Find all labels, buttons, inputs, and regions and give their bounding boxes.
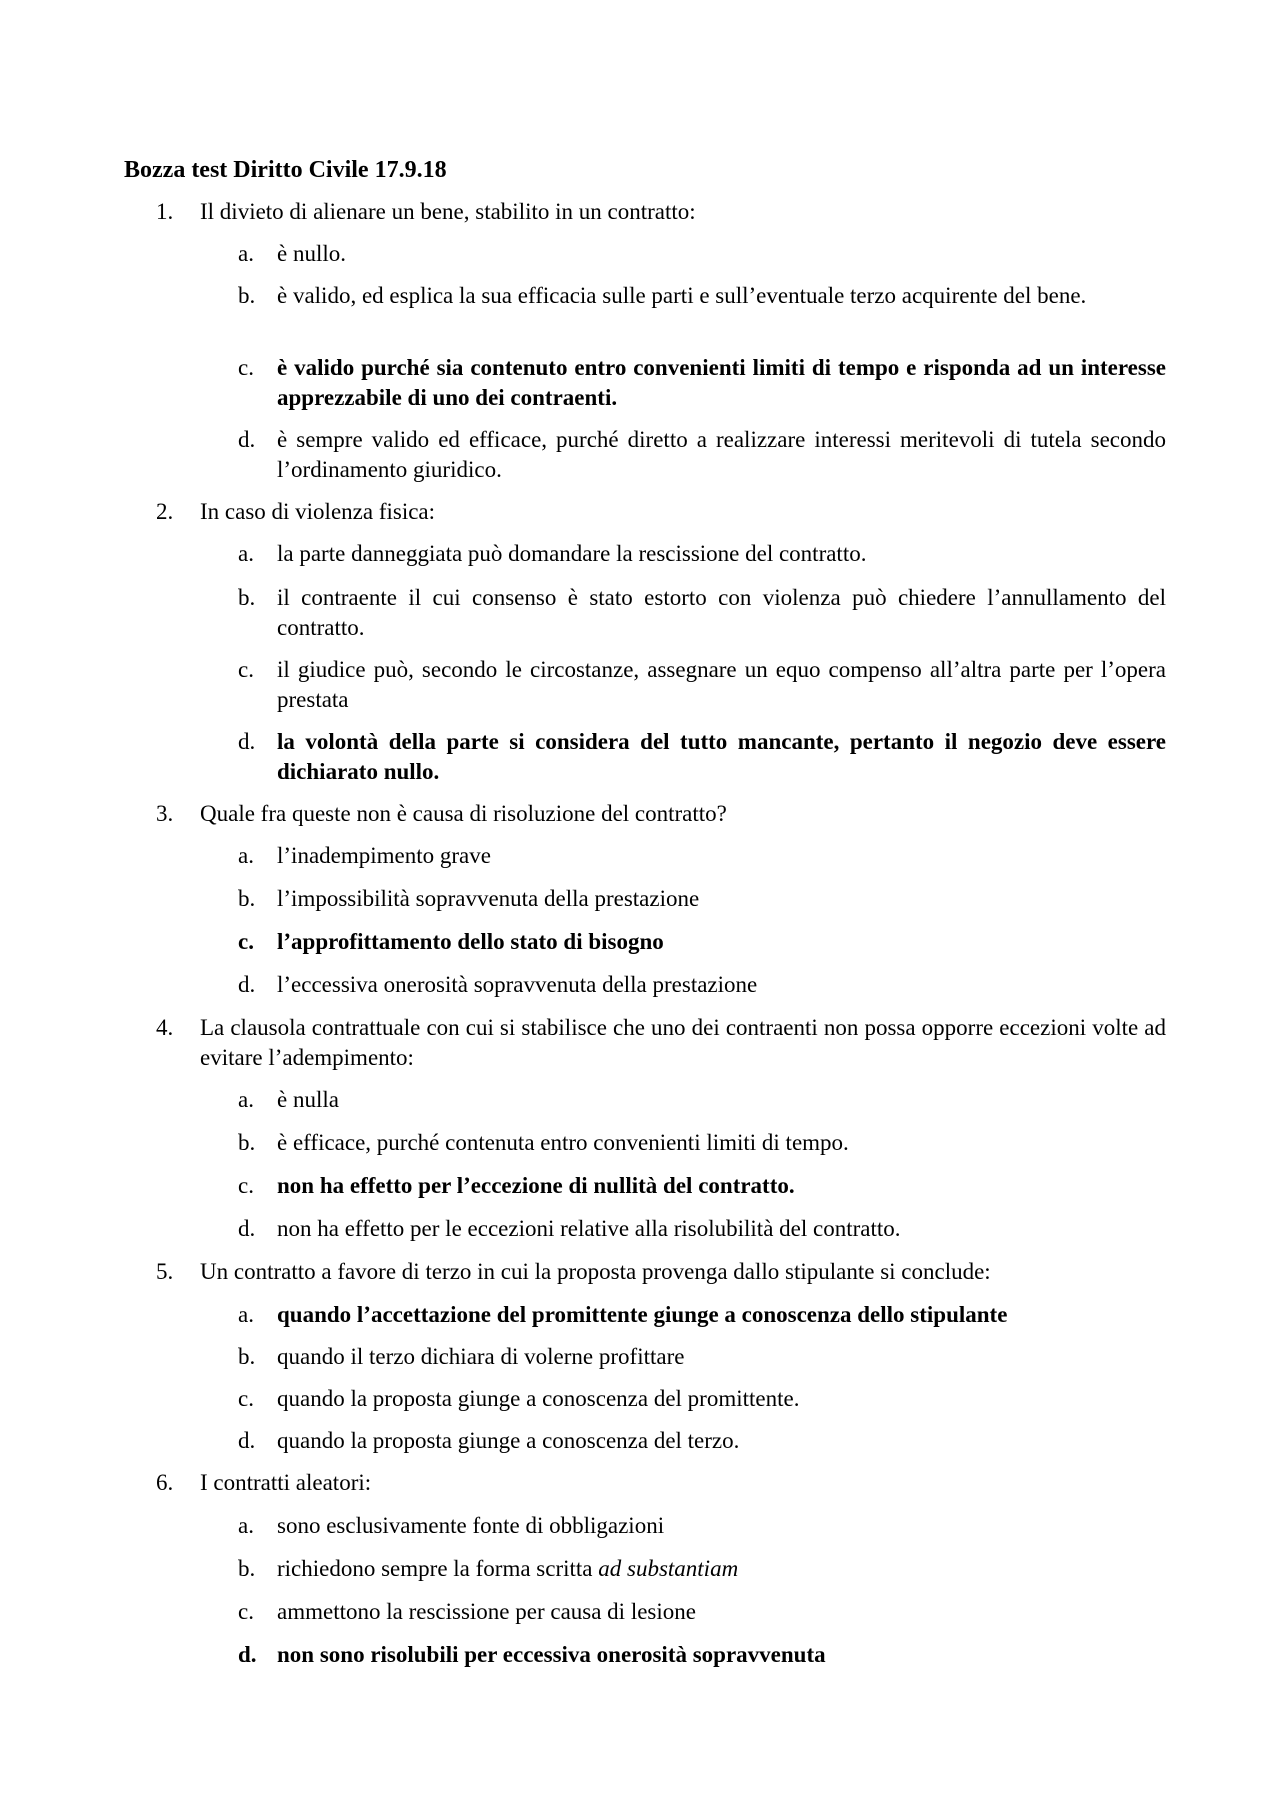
option-letter: a. <box>238 541 254 566</box>
question-text: La clausola contrattuale con cui si stabilisce che uno dei contraenti non possa opporre eccezioni volte ad evitare l’adempimento: <box>200 1015 1166 1070</box>
option-text-correct: quando l’accettazione del promittente giunge a conoscenza dello stipulante <box>277 1302 1008 1327</box>
question-number: 4. <box>156 1015 174 1040</box>
option-text: l’inadempimento grave <box>277 843 491 868</box>
option-letter: a. <box>238 1513 254 1538</box>
question-number: 6. <box>156 1470 174 1495</box>
option-letter: a. <box>238 843 254 868</box>
option-letter: d. <box>238 972 256 997</box>
option-letter: b. <box>238 1130 256 1155</box>
option-letter: b. <box>238 585 256 610</box>
option-letter: c. <box>238 1386 254 1411</box>
option-text: quando la proposta giunge a conoscenza del terzo. <box>277 1428 740 1453</box>
option-text: l’impossibilità sopravvenuta della prestazione <box>277 886 700 911</box>
question-number: 5. <box>156 1259 174 1284</box>
option-letter: c. <box>238 657 254 682</box>
question-text: I contratti aleatori: <box>200 1470 372 1495</box>
option-letter: d. <box>238 1428 256 1453</box>
option-text-correct: non ha effetto per l’eccezione di nullità del contratto. <box>277 1173 795 1198</box>
option-text: quando la proposta giunge a conoscenza del promittente. <box>277 1386 800 1411</box>
option-text: il giudice può, secondo le circostanze, assegnare un equo compenso all’altra parte per l’opera prestata <box>277 657 1166 712</box>
option-letter: b. <box>238 886 256 911</box>
question-number: 3. <box>156 801 174 826</box>
option-letter: d. <box>238 729 256 754</box>
option-text: l’eccessiva onerosità sopravvenuta della prestazione <box>277 972 758 997</box>
option-letter: c. <box>238 929 254 954</box>
option-text: il contraente il cui consenso è stato estorto con violenza può chiedere l’annullamento del contratto. <box>277 585 1166 640</box>
question-text: Il divieto di alienare un bene, stabilito in un contratto: <box>200 199 696 224</box>
option-letter: b. <box>238 1556 256 1581</box>
option-text-correct: non sono risolubili per eccessiva onerosità sopravvenuta <box>277 1642 826 1667</box>
option-text-italic: ad substantiam <box>598 1556 739 1581</box>
question-text: Quale fra queste non è causa di risoluzione del contratto? <box>200 801 727 826</box>
option-text: è efficace, purché contenuta entro convenienti limiti di tempo. <box>277 1130 849 1155</box>
option-letter: a. <box>238 1087 254 1112</box>
option-text: la parte danneggiata può domandare la rescissione del contratto. <box>277 541 867 566</box>
option-text: è nulla <box>277 1087 339 1112</box>
document-title: Bozza test Diritto Civile 17.9.18 <box>124 157 447 183</box>
option-letter: b. <box>238 1344 256 1369</box>
option-letter: a. <box>238 1302 254 1327</box>
option-letter: b. <box>238 283 256 308</box>
option-letter: d. <box>238 1216 256 1241</box>
option-text: è sempre valido ed efficace, purché diretto a realizzare interessi meritevoli di tutela secondo l’ordinamento giuridico. <box>277 427 1166 482</box>
option-letter: c. <box>238 355 254 380</box>
option-text: non ha effetto per le eccezioni relative alla risolubilità del contratto. <box>277 1216 901 1241</box>
question-number: 1. <box>156 199 174 224</box>
option-text-with-italic <box>277 1554 1166 1584</box>
option-text: ammettono la rescissione per causa di lesione <box>277 1599 696 1624</box>
question-text: Un contratto a favore di terzo in cui la proposta provenga dallo stipulante si conclude: <box>200 1259 991 1284</box>
option-letter: c. <box>238 1173 254 1198</box>
option-text: è nullo. <box>277 241 346 266</box>
option-letter: a. <box>238 241 254 266</box>
question-number: 2. <box>156 499 174 524</box>
option-text: è valido, ed esplica la sua efficacia sulle parti e sull’eventuale terzo acquirente del bene. <box>277 283 1087 308</box>
option-text: sono esclusivamente fonte di obbligazioni <box>277 1513 665 1538</box>
option-text-correct: la volontà della parte si considera del tutto mancante, pertanto il negozio deve essere dichiarato nullo. <box>277 729 1166 784</box>
option-text-correct: è valido purché sia contenuto entro convenienti limiti di tempo e risponda ad un interesse apprezzabile di uno dei contraenti. <box>277 355 1166 410</box>
option-letter: c. <box>238 1599 254 1624</box>
option-letter: d. <box>238 427 256 452</box>
option-text-main: richiedono sempre la forma scritta <box>277 1556 593 1581</box>
option-text-correct: l’approfittamento dello stato di bisogno <box>277 929 664 954</box>
option-text: quando il terzo dichiara di volerne profittare <box>277 1344 685 1369</box>
option-letter: d. <box>238 1642 257 1667</box>
question-text: In caso di violenza fisica: <box>200 499 436 524</box>
